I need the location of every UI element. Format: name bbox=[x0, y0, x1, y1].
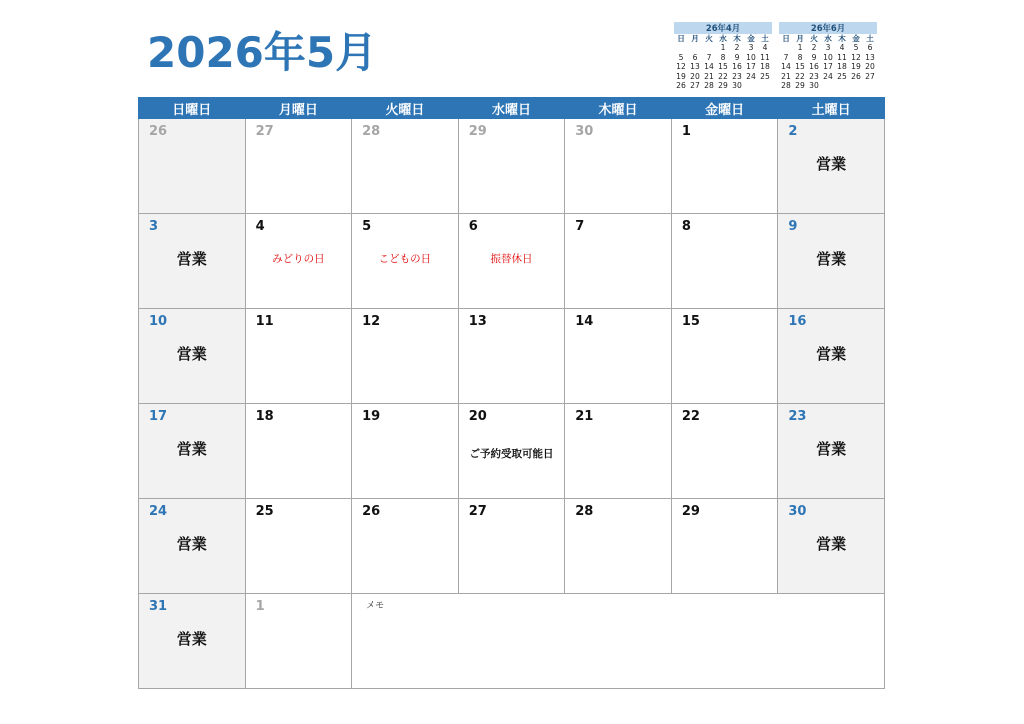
day-cell bbox=[565, 404, 672, 499]
mini-day: 4 bbox=[762, 43, 768, 53]
mini-day: 2 bbox=[811, 43, 817, 53]
mini-day: 3 bbox=[748, 43, 754, 53]
memo-label: メモ bbox=[366, 601, 385, 611]
mini-day: 29 bbox=[718, 81, 728, 91]
day-number: 10 bbox=[149, 314, 168, 329]
mini-weekday: 日 bbox=[782, 34, 790, 43]
day-cell bbox=[671, 214, 778, 309]
day-cell bbox=[139, 594, 246, 689]
mini-day: 7 bbox=[783, 52, 789, 62]
mini-day: 14 bbox=[781, 62, 791, 72]
holiday-name: 振替休日 bbox=[490, 253, 533, 265]
mini-day: 19 bbox=[676, 71, 686, 81]
mini-weekday: 木 bbox=[838, 34, 846, 43]
mini-calendar-next-grid bbox=[779, 34, 877, 90]
day-cell bbox=[458, 309, 565, 404]
day-cell bbox=[778, 214, 885, 309]
day-cell bbox=[245, 404, 352, 499]
week-row bbox=[139, 404, 885, 499]
day-cell bbox=[139, 119, 246, 214]
mini-day: 5 bbox=[853, 43, 859, 53]
mini-day: 25 bbox=[837, 71, 847, 81]
event-label: ご予約受取可能日 bbox=[469, 448, 554, 460]
mini-day: 11 bbox=[837, 52, 847, 62]
weekday-header: 木曜日 bbox=[565, 98, 672, 119]
day-cell bbox=[565, 214, 672, 309]
week-row bbox=[139, 309, 885, 404]
mini-weekday: 土 bbox=[866, 34, 874, 43]
mini-day bbox=[674, 43, 688, 52]
day-number: 28 bbox=[362, 124, 381, 139]
business-day-label: 営業 bbox=[176, 345, 207, 363]
mini-day: 10 bbox=[823, 52, 833, 62]
weekday-header-row bbox=[139, 98, 885, 119]
day-number: 8 bbox=[681, 219, 691, 234]
day-number: 6 bbox=[468, 219, 478, 234]
week-row bbox=[139, 214, 885, 309]
mini-day bbox=[835, 81, 849, 90]
day-cell bbox=[245, 119, 352, 214]
mini-day bbox=[863, 81, 877, 90]
day-number: 19 bbox=[362, 409, 381, 424]
business-day-label: 営業 bbox=[176, 535, 207, 553]
weekday-header: 金曜日 bbox=[671, 98, 778, 119]
mini-day: 22 bbox=[795, 71, 805, 81]
day-cell bbox=[352, 499, 459, 594]
day-number: 15 bbox=[681, 314, 700, 329]
day-number: 21 bbox=[575, 409, 594, 424]
mini-day: 19 bbox=[851, 62, 861, 72]
mini-day: 1 bbox=[797, 43, 803, 53]
mini-day: 27 bbox=[690, 81, 700, 91]
day-number: 13 bbox=[468, 314, 487, 329]
day-number: 1 bbox=[255, 599, 265, 614]
mini-weekday: 木 bbox=[733, 34, 741, 43]
day-number: 28 bbox=[575, 504, 594, 519]
mini-day: 5 bbox=[678, 52, 684, 62]
mini-weekday: 土 bbox=[761, 34, 769, 43]
week-row bbox=[139, 499, 885, 594]
mini-day: 12 bbox=[676, 62, 686, 72]
day-cell bbox=[778, 309, 885, 404]
mini-day: 9 bbox=[734, 52, 740, 62]
mini-day: 15 bbox=[795, 62, 805, 72]
mini-day: 24 bbox=[823, 71, 833, 81]
holiday-name: こどもの日 bbox=[378, 253, 432, 265]
day-cell bbox=[565, 499, 672, 594]
holiday-name: みどりの日 bbox=[272, 253, 325, 265]
day-number: 12 bbox=[362, 314, 381, 329]
weekday-header: 火曜日 bbox=[352, 98, 459, 119]
day-number: 17 bbox=[149, 409, 168, 424]
day-cell bbox=[352, 119, 459, 214]
mini-day: 15 bbox=[718, 62, 728, 72]
day-cell bbox=[458, 404, 565, 499]
mini-day: 9 bbox=[811, 52, 817, 62]
month-calendar bbox=[138, 97, 885, 691]
mini-weekday: 月 bbox=[691, 34, 699, 43]
day-cell bbox=[458, 119, 565, 214]
day-cell bbox=[671, 309, 778, 404]
day-number: 1 bbox=[681, 124, 691, 139]
mini-day: 12 bbox=[851, 52, 861, 62]
day-cell bbox=[245, 594, 352, 689]
day-cell bbox=[139, 404, 246, 499]
mini-day: 26 bbox=[676, 81, 686, 91]
mini-day: 28 bbox=[781, 81, 791, 91]
mini-day bbox=[821, 81, 835, 90]
mini-day: 27 bbox=[865, 71, 875, 81]
day-number: 5 bbox=[362, 219, 372, 234]
day-number: 20 bbox=[468, 409, 487, 424]
day-cell bbox=[139, 499, 246, 594]
mini-weekday: 月 bbox=[796, 34, 804, 43]
mini-day bbox=[779, 43, 793, 52]
day-number: 9 bbox=[788, 219, 798, 234]
mini-weekday-row bbox=[674, 34, 772, 43]
business-day-label: 営業 bbox=[816, 250, 847, 268]
weekday-header: 水曜日 bbox=[458, 98, 565, 119]
day-number: 26 bbox=[149, 124, 168, 139]
mini-weekday-row bbox=[779, 34, 877, 43]
mini-calendar-next-title: 26年6月 bbox=[779, 22, 877, 34]
mini-day: 4 bbox=[839, 43, 845, 53]
mini-day: 16 bbox=[809, 62, 819, 72]
day-cell bbox=[565, 309, 672, 404]
day-cell bbox=[671, 499, 778, 594]
day-cell bbox=[671, 404, 778, 499]
mini-calendar-prev-grid bbox=[674, 34, 772, 90]
mini-week-row bbox=[674, 43, 772, 52]
mini-day: 8 bbox=[797, 52, 803, 62]
mini-day: 30 bbox=[732, 81, 742, 91]
mini-weekday: 火 bbox=[810, 34, 818, 43]
mini-day: 26 bbox=[851, 71, 861, 81]
mini-week-row bbox=[779, 43, 877, 52]
mini-weekday: 水 bbox=[824, 34, 832, 43]
weekday-header: 土曜日 bbox=[778, 98, 885, 119]
day-number: 3 bbox=[149, 219, 159, 234]
day-number: 14 bbox=[575, 314, 594, 329]
mini-day: 6 bbox=[867, 43, 873, 53]
week-row bbox=[139, 594, 885, 689]
mini-day: 10 bbox=[746, 52, 756, 62]
mini-day: 20 bbox=[690, 71, 700, 81]
day-number: 27 bbox=[468, 504, 487, 519]
day-cell bbox=[778, 119, 885, 214]
mini-day: 29 bbox=[795, 81, 805, 91]
mini-day bbox=[688, 43, 702, 52]
day-cell bbox=[352, 309, 459, 404]
day-number: 16 bbox=[788, 314, 807, 329]
day-cell bbox=[671, 119, 778, 214]
mini-weekday: 金 bbox=[747, 34, 755, 43]
mini-day bbox=[744, 81, 758, 90]
day-number: 30 bbox=[788, 504, 807, 519]
mini-calendar-prev-title: 26年4月 bbox=[674, 22, 772, 34]
mini-day: 23 bbox=[809, 71, 819, 81]
mini-day: 1 bbox=[720, 43, 726, 53]
day-cell bbox=[139, 309, 246, 404]
month-grid bbox=[138, 97, 885, 689]
business-day-label: 営業 bbox=[816, 345, 847, 363]
mini-day: 7 bbox=[706, 52, 712, 62]
day-cell bbox=[245, 214, 352, 309]
mini-day: 21 bbox=[781, 71, 791, 81]
day-number: 11 bbox=[255, 314, 274, 329]
day-number: 29 bbox=[468, 124, 487, 139]
day-number: 26 bbox=[362, 504, 381, 519]
business-day-label: 営業 bbox=[816, 535, 847, 553]
mini-day: 24 bbox=[746, 71, 756, 81]
day-cell bbox=[458, 214, 565, 309]
day-cell bbox=[245, 499, 352, 594]
business-day-label: 営業 bbox=[176, 250, 207, 268]
day-number: 29 bbox=[681, 504, 700, 519]
business-day-label: 営業 bbox=[816, 155, 847, 173]
business-day-label: 営業 bbox=[176, 440, 207, 458]
day-cell bbox=[778, 499, 885, 594]
mini-weekday: 水 bbox=[719, 34, 727, 43]
day-number: 4 bbox=[255, 219, 265, 234]
day-cell bbox=[352, 214, 459, 309]
mini-day: 23 bbox=[732, 71, 742, 81]
day-number: 25 bbox=[255, 504, 274, 519]
mini-day: 13 bbox=[865, 52, 875, 62]
mini-weekday: 日 bbox=[677, 34, 685, 43]
mini-week-row bbox=[674, 62, 772, 71]
mini-day: 8 bbox=[720, 52, 726, 62]
mini-day: 14 bbox=[704, 62, 714, 72]
day-number: 22 bbox=[681, 409, 700, 424]
mini-day: 2 bbox=[734, 43, 740, 53]
mini-day: 16 bbox=[732, 62, 742, 72]
mini-day: 20 bbox=[865, 62, 875, 72]
weekday-header: 月曜日 bbox=[245, 98, 352, 119]
mini-week-row bbox=[779, 72, 877, 81]
mini-day: 6 bbox=[692, 52, 698, 62]
mini-week-row bbox=[674, 53, 772, 62]
mini-day: 3 bbox=[825, 43, 831, 53]
mini-day: 22 bbox=[718, 71, 728, 81]
day-cell bbox=[565, 119, 672, 214]
business-day-label: 営業 bbox=[816, 440, 847, 458]
business-day-label: 営業 bbox=[176, 630, 207, 648]
weekday-header: 日曜日 bbox=[139, 98, 246, 119]
day-number: 24 bbox=[149, 504, 168, 519]
mini-weekday: 金 bbox=[852, 34, 860, 43]
mini-day: 17 bbox=[823, 62, 833, 72]
day-number: 23 bbox=[788, 409, 807, 424]
mini-day: 21 bbox=[704, 71, 714, 81]
mini-day: 11 bbox=[760, 52, 770, 62]
mini-week-row bbox=[779, 62, 877, 71]
mini-weekday: 火 bbox=[705, 34, 713, 43]
mini-week-row bbox=[779, 53, 877, 62]
mini-calendar-next bbox=[779, 22, 877, 90]
mini-day: 25 bbox=[760, 71, 770, 81]
day-cell bbox=[245, 309, 352, 404]
mini-day: 17 bbox=[746, 62, 756, 72]
mini-day: 13 bbox=[690, 62, 700, 72]
day-cell bbox=[458, 499, 565, 594]
week-row bbox=[139, 119, 885, 214]
day-cell bbox=[139, 214, 246, 309]
mini-week-row bbox=[674, 81, 772, 90]
mini-week-row bbox=[674, 72, 772, 81]
mini-day bbox=[758, 81, 772, 90]
day-number: 2 bbox=[788, 124, 798, 139]
day-number: 30 bbox=[575, 124, 594, 139]
day-number: 7 bbox=[575, 219, 585, 234]
mini-day bbox=[702, 43, 716, 52]
day-number: 27 bbox=[255, 124, 274, 139]
memo-area bbox=[352, 594, 885, 689]
mini-week-row bbox=[779, 81, 877, 90]
mini-day: 30 bbox=[809, 81, 819, 91]
mini-day: 28 bbox=[704, 81, 714, 91]
day-cell bbox=[352, 404, 459, 499]
day-cell bbox=[778, 404, 885, 499]
day-number: 18 bbox=[255, 409, 274, 424]
mini-day: 18 bbox=[837, 62, 847, 72]
day-number: 31 bbox=[149, 599, 168, 614]
calendar-title: 2026年5月 bbox=[147, 28, 378, 77]
mini-day bbox=[849, 81, 863, 90]
mini-calendar-prev bbox=[674, 22, 772, 90]
mini-day: 18 bbox=[760, 62, 770, 72]
